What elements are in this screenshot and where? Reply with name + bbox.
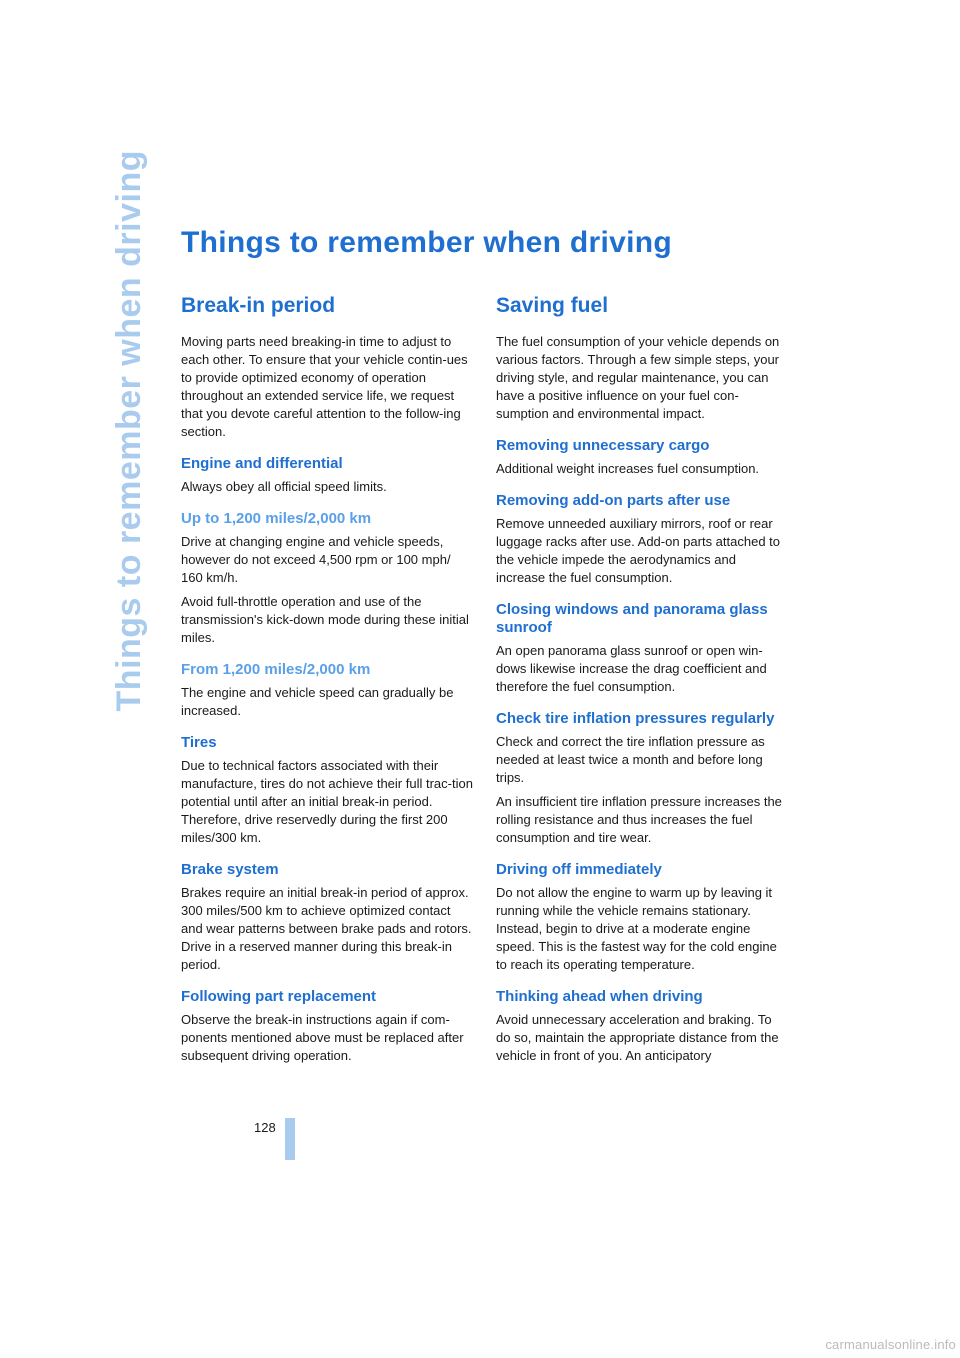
page-title: Things to remember when driving: [181, 226, 673, 259]
brake-text: Brakes require an initial break-in period of approx. 300 miles/500 km to achieve optimized contact and wear patterns between brake pads and rotors. Drive in a reserved manner during this break-in period.: [181, 885, 472, 972]
break-in-heading: Break-in period: [181, 294, 336, 317]
break-in-intro: Moving parts need breaking-in time to adjust to each other. To ensure that your vehicle contin-ues to provide optimized economy of operation throughout an extended service life, we request that you devote careful attention to the follow-ing section.: [181, 334, 468, 439]
tire-pressure-heading: Check tire inflation pressures regularly: [496, 710, 775, 727]
addon-heading: Removing add-on parts after use: [496, 492, 731, 509]
engine-heading: Engine and differential: [181, 455, 343, 472]
right-column: [496, 292, 788, 1071]
following-text: Observe the break-in instructions again if com-ponents mentioned above must be replaced after subsequent driving operation.: [181, 1012, 464, 1063]
tires-heading: Tires: [181, 734, 217, 751]
from-text: The engine and vehicle speed can gradually be increased.: [181, 685, 454, 718]
windows-text: An open panorama glass sunroof or open win-dows likewise increase the drag coefficient and therefore the fuel consumption.: [496, 643, 767, 694]
brake-heading: Brake system: [181, 861, 279, 878]
engine-text: Always obey all official speed limits.: [181, 479, 387, 494]
saving-fuel-heading: Saving fuel: [496, 294, 609, 317]
side-tab-label: Things to remember when driving: [110, 150, 148, 712]
page-number: 128: [254, 1120, 276, 1135]
side-tab: [84, 150, 174, 710]
upto-text-2: Avoid full-throttle operation and use of the transmission's kick-down mode during these initial miles.: [181, 594, 469, 645]
tire-pressure-text-2: An insufficient tire inflation pressure increases the rolling resistance and thus increases the fuel consumption and tire wear.: [496, 794, 782, 845]
upto-text-1: Drive at changing engine and vehicle speeds, however do not exceed 4,500 rpm or 100 mph/ 160 km/h.: [181, 534, 451, 585]
from-heading: From 1,200 miles/2,000 km: [181, 661, 371, 678]
driving-off-text: Do not allow the engine to warm up by leaving it running while the vehicle remains stationary. Instead, begin to drive at a moderate engine speed. This is the fastest way for the cold engine to reach its operating temperature.: [496, 885, 777, 972]
tire-pressure-text-1: Check and correct the tire inflation pressure as needed at least twice a month and before long trips.: [496, 734, 765, 785]
addon-text: Remove unneeded auxiliary mirrors, roof or rear luggage racks after use. Add-on parts attached to the vehicle impede the aerodynamics and increase the fuel consumption.: [496, 516, 781, 585]
watermark: carmanualsonline.info: [825, 1337, 956, 1352]
tires-text: Due to technical factors associated with their manufacture, tires do not achieve their full trac-tion potential until after an initial break-in period. Therefore, drive reservedly during the first 200 miles/300 km.: [181, 758, 473, 845]
thinking-ahead-heading: Thinking ahead when driving: [496, 988, 703, 1005]
cargo-heading: Removing unnecessary cargo: [496, 437, 710, 454]
upto-heading: Up to 1,200 miles/2,000 km: [181, 510, 372, 527]
saving-fuel-intro: The fuel consumption of your vehicle depends on various factors. Through a few simple steps, your driving style, and regular maintenance, you can have a positive influence on your fuel con-sumption and environmental impact.: [496, 334, 780, 421]
page-bar: [285, 1118, 295, 1160]
left-column: [181, 292, 473, 1071]
windows-heading: Closing windows and panorama glass sunroof: [496, 601, 768, 636]
driving-off-heading: Driving off immediately: [496, 861, 662, 878]
cargo-text: Additional weight increases fuel consumption.: [496, 461, 760, 476]
following-heading: Following part replacement: [181, 988, 377, 1005]
thinking-ahead-text: Avoid unnecessary acceleration and braking. To do so, maintain the appropriate distance from the vehicle in front of you. An anticipatory: [496, 1012, 779, 1063]
